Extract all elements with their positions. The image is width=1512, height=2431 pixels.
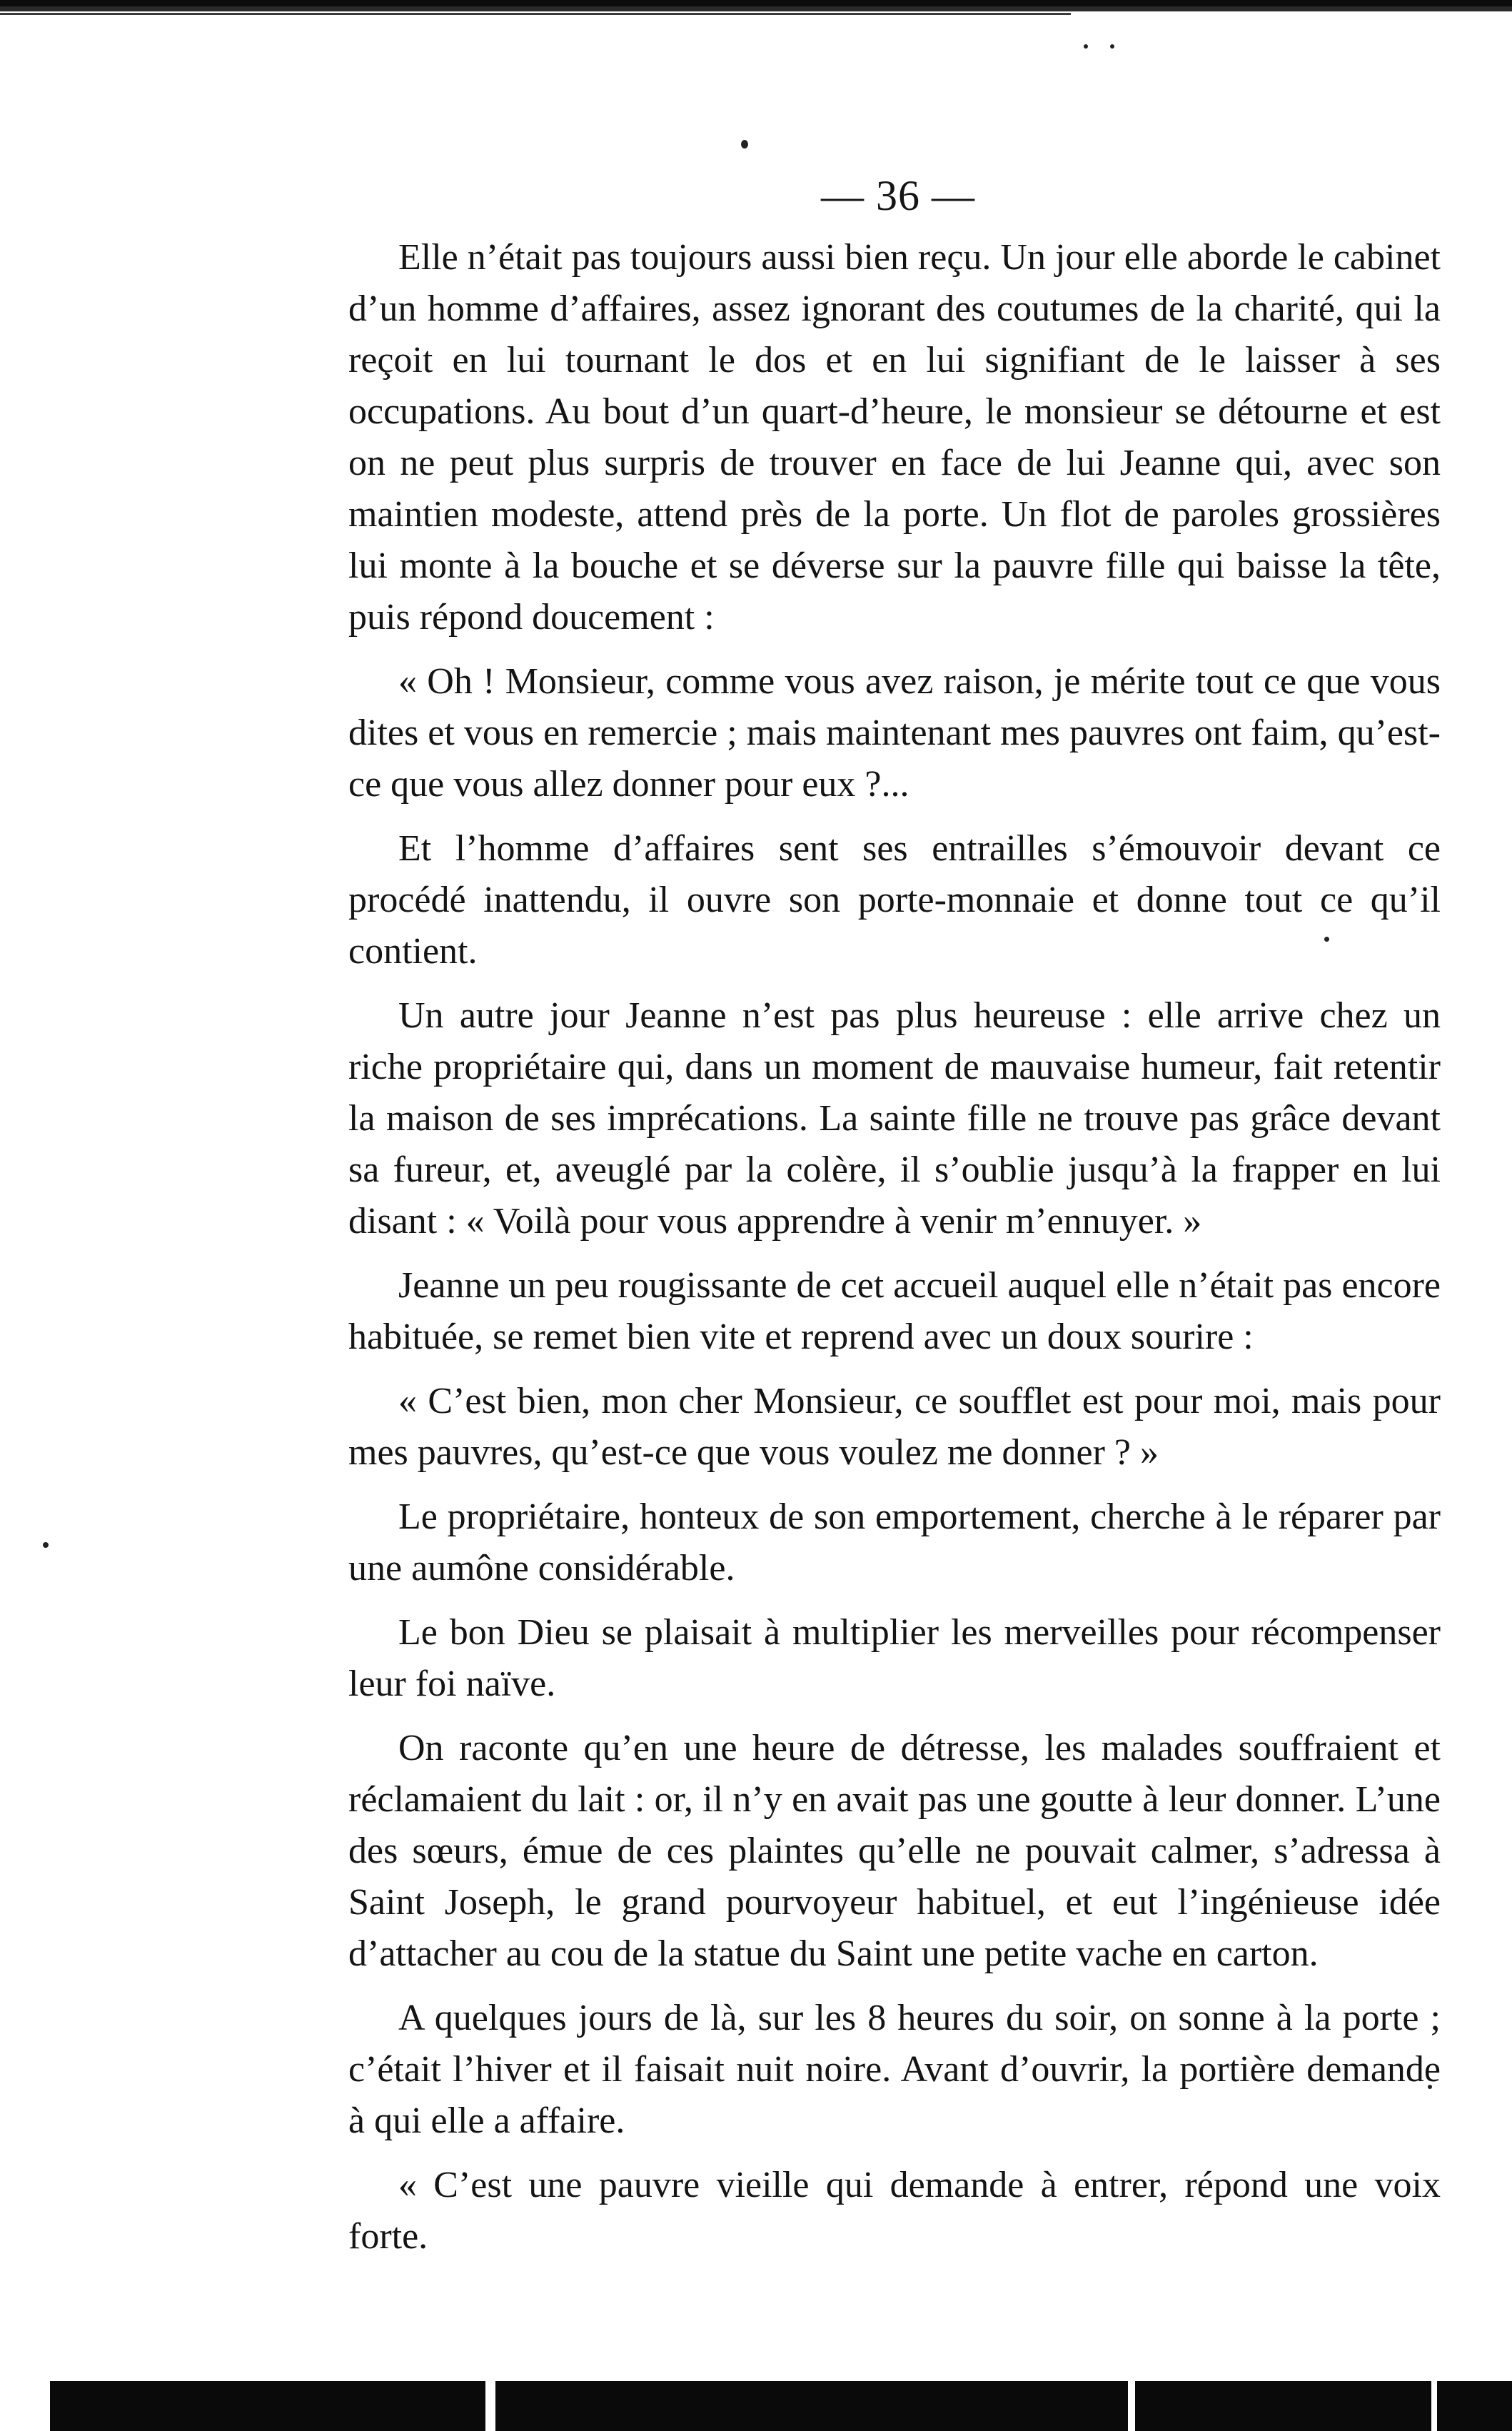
scan-gap xyxy=(1431,2381,1437,2431)
scan-speck xyxy=(43,1542,49,1548)
scan-top-line xyxy=(0,13,1071,15)
paragraph: « C’est bien, mon cher Monsieur, ce soufflet est pour moi, mais pour mes pauvres, qu’est-ce que vous voulez me donner ? » xyxy=(348,1381,1441,1473)
paragraph: Et l’homme d’affaires sent ses entrailles s’émouvoir devant ce procédé inattendu, il ouvre son porte-monnaie et donne tout ce qu’il contient. xyxy=(348,828,1441,972)
paragraph: Le bon Dieu se plaisait à multiplier les merveilles pour récompenser leur foi naïve. xyxy=(348,1612,1441,1704)
body-text xyxy=(348,232,1441,2275)
scan-speck xyxy=(1110,44,1114,49)
scan-speck xyxy=(741,140,748,149)
paragraph: Elle n’était pas toujours aussi bien reçu. Un jour elle aborde le cabinet d’un homme d’affaires, assez ignorant des coutumes de la charité, qui la reçoit en lui tournant le dos et en lui signifiant de le laisser à ses occupations. Au bout d’un quart-d’heure, le monsieur se détourne et est on ne peut plus surpris de trouver en face de lui Jeanne qui, avec son maintien modeste, attend près de la porte. Un flot de paroles grossières lui monte à la bouche et se déverse sur la pauvre fille qui baisse la tête, puis répond doucement : xyxy=(348,237,1441,638)
paragraph: Le propriétaire, honteux de son emportement, cherche à le réparer par une aumône considérable. xyxy=(348,1496,1441,1589)
scan-speck xyxy=(1084,44,1088,49)
paragraph: Un autre jour Jeanne n’est pas plus heureuse : elle arrive chez un riche propriétaire qui, dans un moment de mauvaise humeur, fait retentir la maison de ses imprécations. La sainte fille ne trouve pas grâce devant sa fureur, et, aveuglé par la colère, il s’oublie jusqu’à la frapper en lui disant : « Voilà pour vous apprendre à venir m’ennuyer. » xyxy=(348,995,1441,1242)
paragraph: « C’est une pauvre vieille qui demande à entrer, répond une voix forte. xyxy=(348,2165,1441,2257)
scan-top-border xyxy=(0,0,1512,11)
scan-gap xyxy=(485,2381,495,2431)
paragraph: « Oh ! Monsieur, comme vous avez raison, je mérite tout ce que vous dites et vous en remercie ; mais maintenant mes pauvres ont faim, qu’est-ce que vous allez donner pour eux ?... xyxy=(348,661,1441,805)
paragraph: Jeanne un peu rougissante de cet accueil auquel elle n’était pas encore habituée, se remet bien vite et reprend avec un doux sourire : xyxy=(348,1265,1441,1357)
page-number: — 36 — xyxy=(821,172,975,219)
scan-bottom-border xyxy=(50,2381,1512,2431)
paragraph: On raconte qu’en une heure de détresse, les malades souffraient et réclamaient du lait : or, il n’y en avait pas une goutte à leur donner. L’une des sœurs, émue de ces plaintes qu’elle ne pouvait calmer, s’adressa à Saint Joseph, le grand pourvoyeur habituel, et eut l’ingénieuse idée d’attacher au cou de la statue du Saint une petite vache en carton. xyxy=(348,1728,1441,1974)
scan-gap xyxy=(1128,2381,1135,2431)
paragraph: A quelques jours de là, sur les 8 heures du soir, on sonne à la porte ; c’était l’hiver et il faisait nuit noire. Avant d’ouvrir, la portière demande à qui elle a affaire. xyxy=(348,1998,1441,2141)
